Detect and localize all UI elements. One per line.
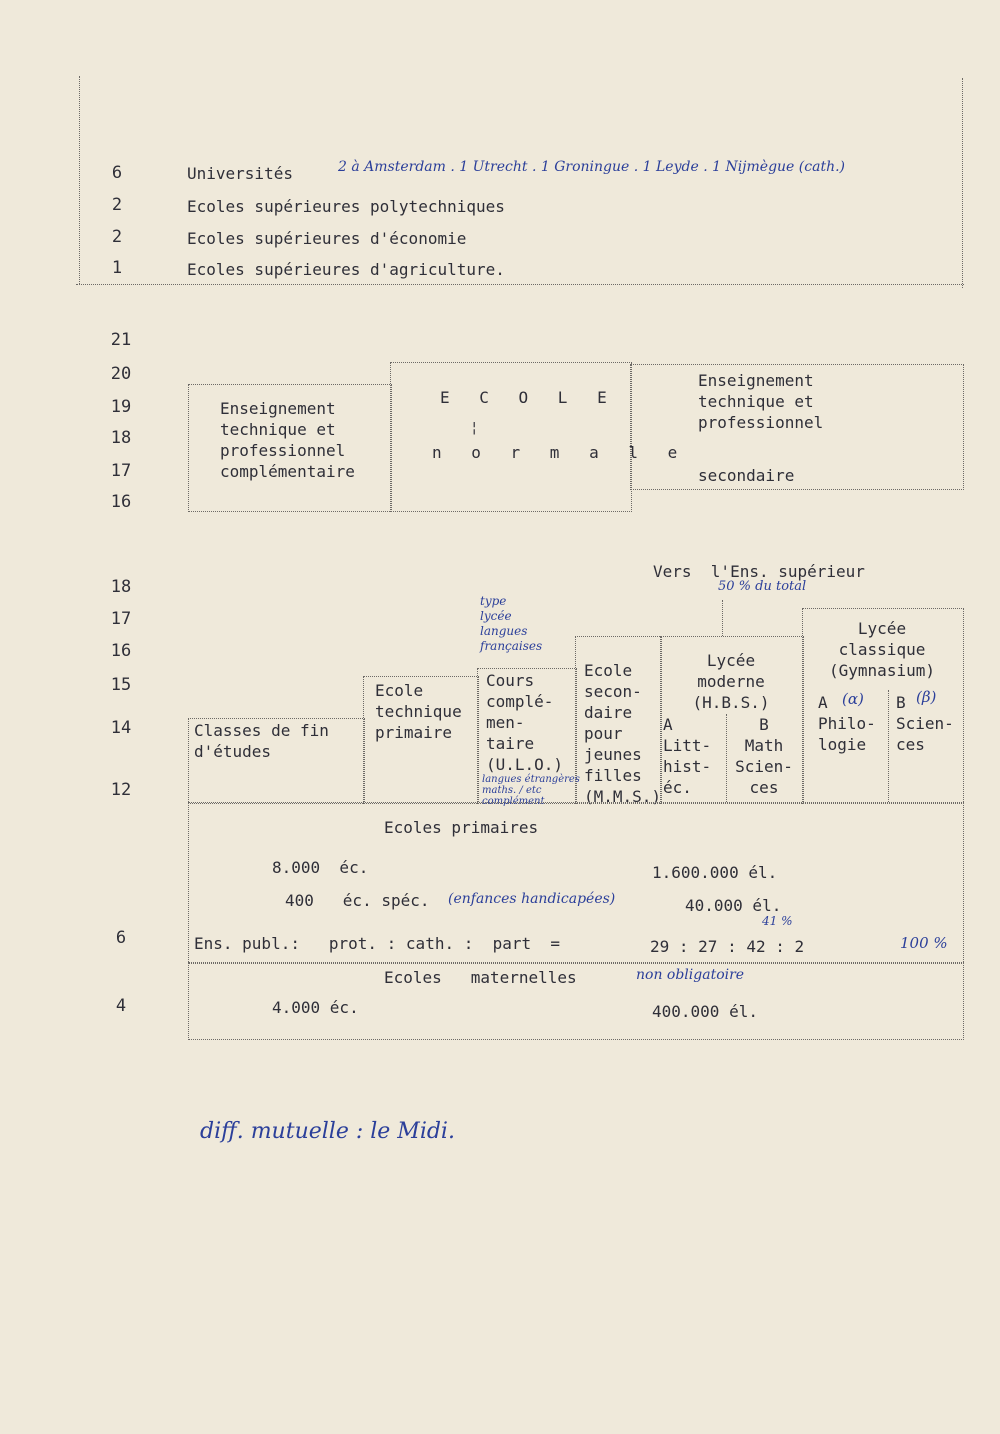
- agriculture-count: 1: [111, 258, 123, 278]
- lycee-moderne-label: Lycée moderne (H.B.S.): [692, 651, 770, 712]
- primary-public-label: Ens. publ.: prot. : cath. : part =: [194, 934, 561, 953]
- age-16-mid: 16: [110, 641, 132, 661]
- primary-title: Ecoles primaires: [384, 818, 539, 837]
- age-16: 16: [110, 492, 132, 512]
- ecole-normale-divider: ¦: [470, 420, 479, 436]
- age-18: 18: [110, 428, 132, 448]
- lycee-classique-split: [888, 690, 889, 802]
- cours-handwritten-bottom: langues étrangères maths. / etc complément: [482, 774, 580, 807]
- primary-special-pupils: 40.000 él.: [685, 896, 782, 915]
- lycee-classique-label: Lycée classique (Gymnasium): [829, 619, 935, 680]
- primary-shares: 29 : 27 : 42 : 2: [650, 937, 805, 956]
- university-count: 6: [111, 163, 123, 183]
- age-15-mid: 15: [110, 675, 132, 695]
- primary-schools-count: 8.000 éc.: [272, 858, 369, 877]
- higher-ed-bottom-line: [76, 284, 964, 285]
- ecole-normale-box: [390, 362, 632, 512]
- primary-shares-note: 100 %: [900, 934, 948, 952]
- economics-label: Ecoles supérieures d'économie: [187, 229, 467, 248]
- lycee-moderne-b: B Math Scien- ces: [735, 715, 793, 797]
- towards-higher-note: 50 % du total: [718, 579, 807, 594]
- towards-higher-label: Vers l'Ens. supérieur: [653, 562, 865, 581]
- nursery-title: Ecoles maternelles: [384, 968, 577, 987]
- agriculture-label: Ecoles supérieures d'agriculture.: [187, 260, 505, 279]
- ecole-normale-title: E C O L E: [440, 388, 617, 407]
- primary-pupils-count: 1.600.000 él.: [652, 863, 778, 882]
- polytechnic-count: 2: [111, 195, 123, 215]
- primary-shares-mark: 41 %: [762, 914, 793, 928]
- towards-higher-connector: [722, 600, 723, 636]
- polytechnic-label: Ecoles supérieures polytechniques: [187, 197, 505, 216]
- cours-handwritten-top: type lycée langues françaises: [480, 594, 543, 653]
- lycee-classique-b: B Scien- ces: [896, 693, 954, 754]
- age-18-mid: 18: [110, 577, 132, 597]
- ecole-technique-label: Ecole technique primaire: [375, 681, 462, 742]
- age-14-mid: 14: [110, 718, 132, 738]
- left-margin-line: [79, 76, 80, 284]
- age-17: 17: [110, 461, 132, 481]
- technical-complementary-label: Enseignement technique et professionnel complémentaire: [220, 399, 355, 481]
- ecole-normale-sub: n o r m a l e: [432, 443, 688, 462]
- university-label: Universités: [187, 164, 293, 183]
- technical-secondary-label: Enseignement technique et professionnel: [698, 371, 824, 432]
- lycee-moderne-a: A Litt- hist- éc.: [663, 715, 712, 797]
- lycee-classique-alpha: (α): [842, 690, 864, 708]
- nursery-note: non obligatoire: [636, 967, 745, 983]
- age-21: 21: [110, 330, 132, 350]
- age-12-mid: 12: [110, 780, 132, 800]
- technical-secondary-tail: secondaire: [698, 466, 795, 485]
- lycee-classique-a: A Philo- logie: [818, 693, 876, 754]
- lycee-moderne-split: [726, 714, 727, 802]
- age-19: 19: [110, 397, 132, 417]
- economics-count: 2: [111, 227, 123, 247]
- age-20: 20: [110, 364, 132, 384]
- ecole-secondaire-label: Ecole secon- daire pour jeunes filles (M.M.S.): [584, 661, 662, 806]
- right-margin-line: [962, 78, 963, 288]
- footer-handwritten-note: diff. mutuelle : le Midi.: [200, 1119, 455, 1144]
- age-17-mid: 17: [110, 609, 132, 629]
- primary-special-count: 400 éc. spéc.: [285, 891, 430, 910]
- nursery-pupils-count: 400.000 él.: [652, 1002, 758, 1021]
- cours-complementaire-label: Cours complé- men- taire (U.L.O.): [486, 671, 564, 774]
- university-handwritten-note: 2 à Amsterdam . 1 Utrecht . 1 Groningue . 1 Leyde . 1 Nijmègue (cath.): [338, 159, 845, 175]
- classes-fin-label: Classes de fin d'études: [194, 721, 329, 761]
- primary-special-note: (enfances handicapées): [448, 891, 616, 907]
- lycee-classique-beta: (β): [916, 688, 937, 706]
- age-6: 6: [115, 928, 127, 948]
- age-4: 4: [115, 996, 127, 1016]
- nursery-schools-count: 4.000 éc.: [272, 998, 359, 1017]
